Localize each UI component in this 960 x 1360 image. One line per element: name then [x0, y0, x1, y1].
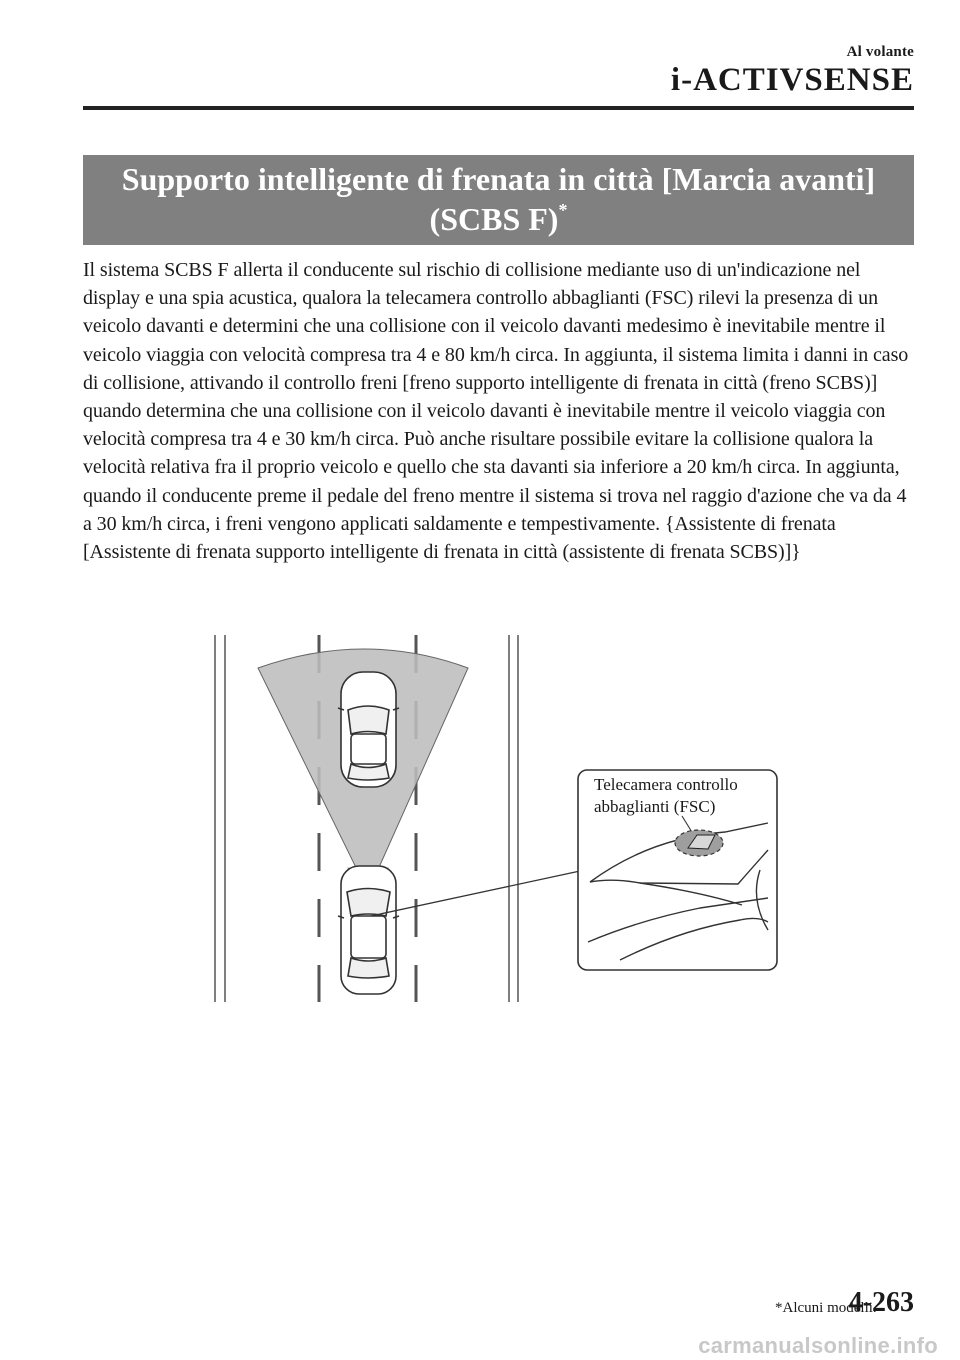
title-asterisk: *	[558, 200, 568, 221]
section-title-sub: (SCBS F)	[429, 201, 559, 237]
watermark-text: carmanualsonline.info	[698, 1333, 938, 1358]
chapter-header: i-ACTIVSENSE	[670, 62, 914, 98]
section-title	[83, 155, 914, 245]
section-title-main: Supporto intelligente di frenata in città [Marcia avanti]	[121, 161, 876, 197]
footnote: *Alcuni modelli.	[775, 1300, 877, 1316]
header-rule	[83, 106, 914, 110]
callout-label-line1: Telecamera controllo	[594, 775, 738, 794]
callout-label-line2: abbaglianti (FSC)	[594, 797, 716, 816]
own-vehicle	[338, 866, 399, 994]
body-paragraph: Il sistema SCBS F allerta il conducente sul rischio di collisione mediante uso di un'indicazione nel display e una spia acustica, qualora la telecamera controllo abbaglianti (FSC) rilevi la presenza di un veicolo davanti e determini che una collisione con il veicolo davanti medesimo è inevitabile mentre il veicolo viaggia con velocità compresa tra 4 e 80 km/h circa. In aggiunta, il sistema limita i danni in caso di collisione, attivando il controllo freni [freno supporto intelligente di frenata in città (freno SCBS)] quando determina che una collisione con il veicolo davanti è inevitabile mentre il veicolo viaggia con velocità compresa tra 4 e 30 km/h circa. Può anche risultare possibile evitare la collisione qualora la velocità relativa fra il proprio veicolo e quello che sta davanti sia inferiore a 20 km/h circa. In aggiunta, quando il conducente preme il pedale del freno mentre il sistema si trova nel raggio d'azione che va da 4 a 30 km/h circa, i freni vengono applicati saldamente e tempestivamente. {Assistente di frenata [Assistente di frenata supporto intelligente di frenata in città (assistente di frenata SCBS)]}	[83, 259, 909, 564]
vehicle-ahead	[338, 672, 399, 787]
section-title-sub-line	[83, 199, 914, 239]
section-header: Al volante	[846, 44, 914, 60]
callout-leader	[371, 871, 580, 916]
scbs-diagram	[0, 630, 960, 1020]
page-number: 4-263	[848, 1287, 914, 1318]
